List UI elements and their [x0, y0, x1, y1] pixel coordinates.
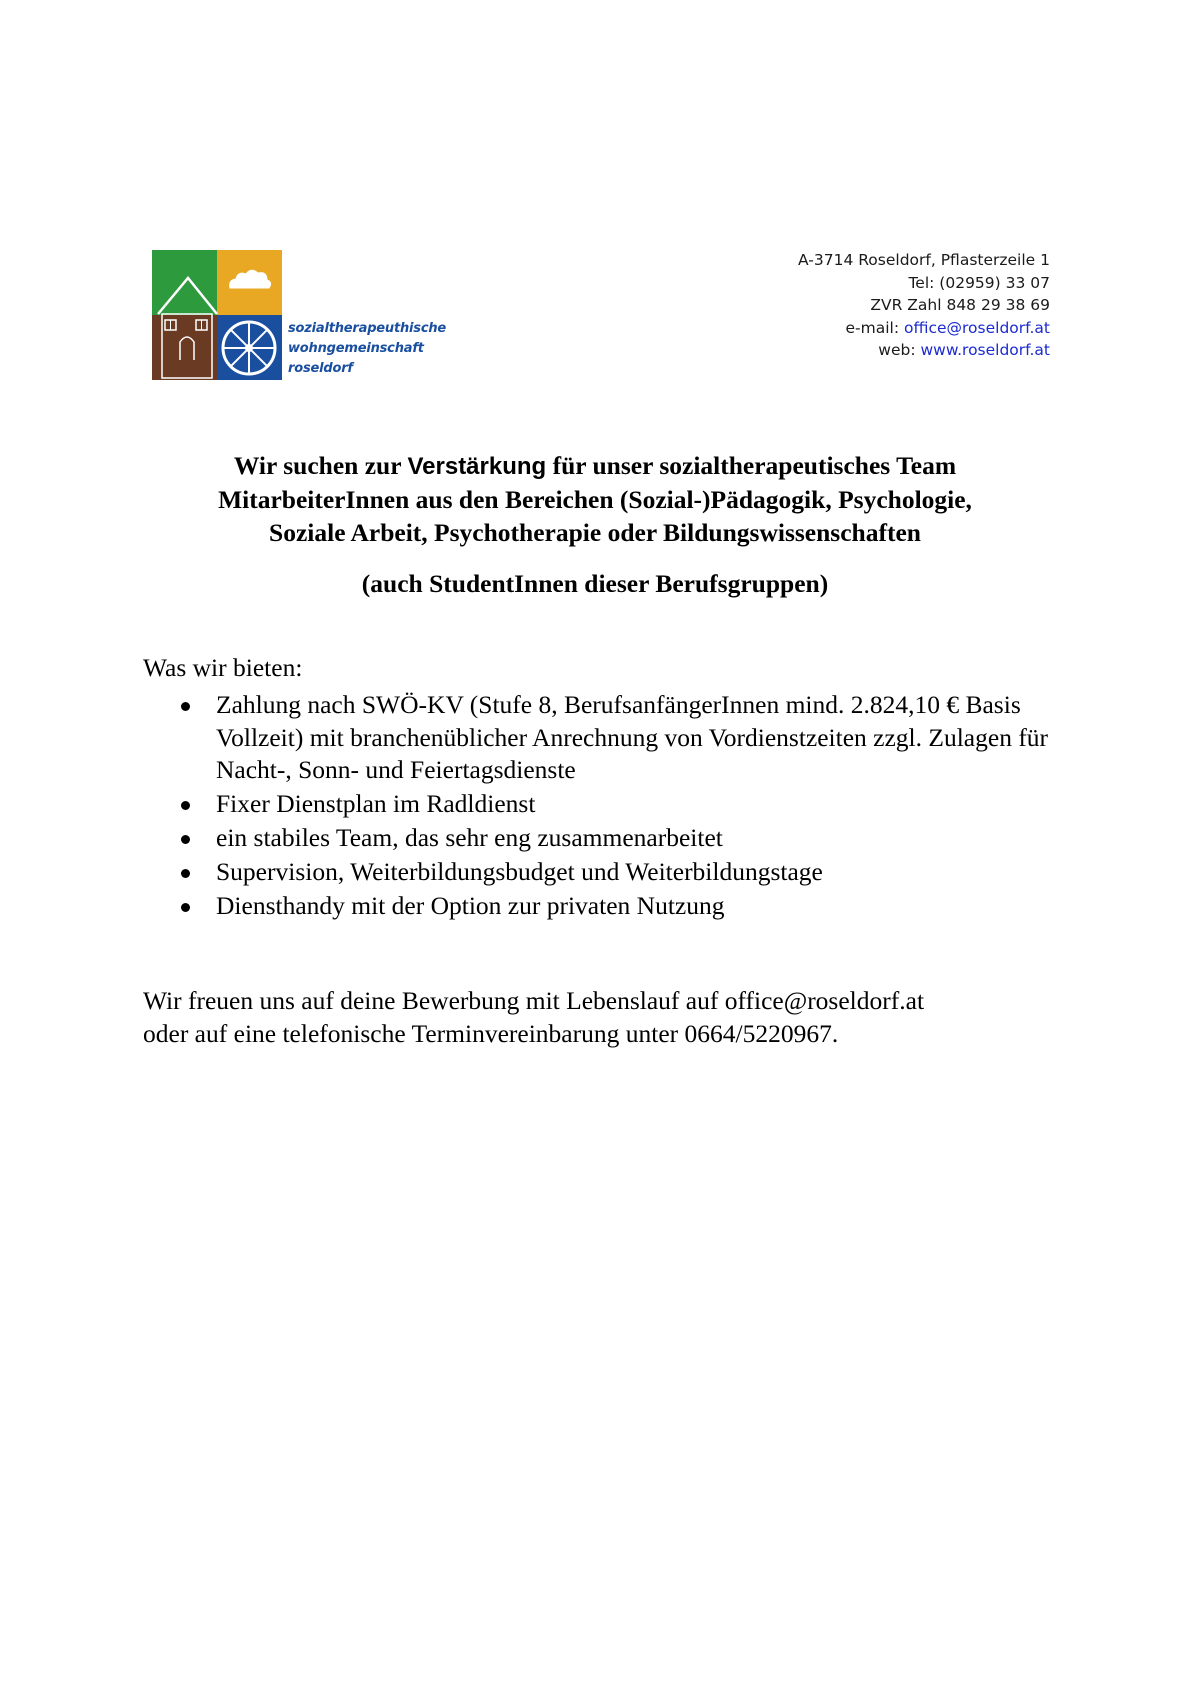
bullet-icon [181, 903, 190, 912]
job-subheadline: (auch StudentInnen dieser Berufsgruppen) [361, 569, 829, 598]
registration-number: ZVR Zahl 848 29 38 69 [870, 296, 1050, 315]
headline-text: Verstärkung [407, 453, 547, 480]
logo-line: roseldorf [288, 361, 353, 376]
list-item [143, 856, 1063, 889]
closing-line-2: oder auf eine telefonische Terminvereinbarung unter 0664/5220967. [143, 1018, 839, 1048]
email-label: e-mail: [845, 318, 904, 337]
headline-line-1 [120, 449, 1070, 483]
logo-line: sozialtherapeuthische [288, 321, 447, 336]
list-item-text: Zahlung nach SWÖ-KV (Stufe 8, BerufsanfängerInnen mind. 2.824,10 € Basis Vollzeit) mit branchenüblicher Anrechnung von Vordienstzeiten zzgl. Zulagen für Nacht-, Sonn- und Feiertagsdienste [216, 690, 1049, 784]
bullet-icon [181, 702, 190, 711]
house-and-wheel-logo-icon [152, 250, 282, 380]
job-headline [120, 449, 1070, 549]
web-line [798, 339, 1050, 362]
offer-list [143, 689, 1063, 924]
list-item-text: Supervision, Weiterbildungsbudget und Weiterbildungstage [216, 857, 823, 886]
closing-line-1: Wir freuen uns auf deine Bewerbung mit Lebenslauf auf office@roseldorf.at [143, 986, 925, 1015]
bullet-icon [181, 801, 190, 810]
address-block [798, 249, 1050, 362]
headline-line-2: MitarbeiterInnen aus den Bereichen (Sozial-)Pädagogik, Psychologie, [218, 485, 972, 514]
list-item [143, 689, 1063, 787]
list-item [143, 890, 1063, 923]
headline-line-3: Soziale Arbeit, Psychotherapie oder Bildungswissenschaften [269, 518, 921, 547]
offer-heading: Was wir bieten: [143, 653, 303, 682]
web-label: web: [878, 341, 921, 360]
phone-number: Tel: (02959) 33 07 [908, 273, 1050, 292]
closing-paragraph [143, 985, 1063, 1050]
list-item-text: ein stabiles Team, das sehr eng zusammenarbeitet [216, 823, 723, 852]
list-item-text: Diensthandy mit der Option zur privaten Nutzung [216, 891, 725, 920]
web-link[interactable]: www.roseldorf.at [920, 341, 1050, 360]
street-address: A-3714 Roseldorf, Pflasterzeile 1 [798, 251, 1050, 269]
list-item [143, 822, 1063, 855]
headline-text: Wir suchen zur [233, 451, 408, 480]
email-line [798, 317, 1050, 340]
organization-logo [152, 250, 447, 385]
list-item-text: Fixer Dienstplan im Radldienst [216, 789, 536, 818]
bullet-icon [181, 835, 190, 844]
bullet-icon [181, 869, 190, 878]
list-item [143, 788, 1063, 821]
headline-text: für unser sozialtherapeutisches Team [546, 451, 957, 480]
email-link[interactable]: office@roseldorf.at [904, 318, 1050, 337]
logo-line: wohngemeinschaft [288, 341, 424, 356]
logo-wordmark [288, 319, 446, 379]
